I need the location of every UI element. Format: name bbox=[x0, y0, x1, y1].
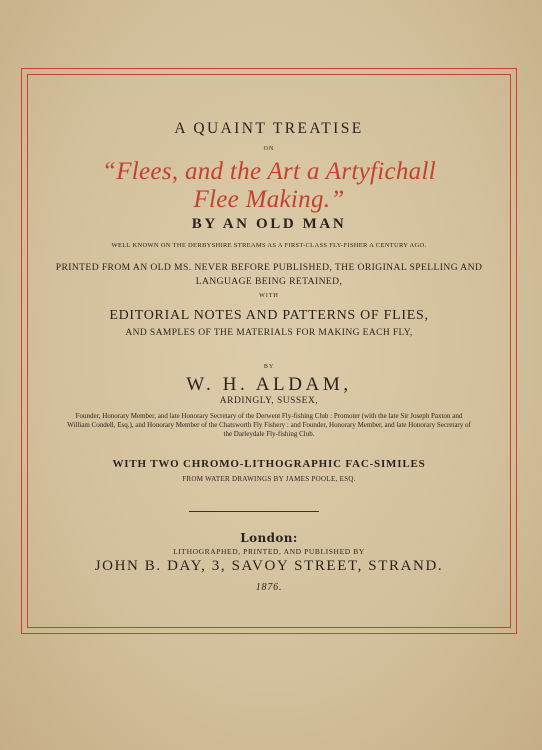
main-title-line-2: Flee Making.” bbox=[193, 186, 345, 213]
title-page-content bbox=[27, 74, 511, 628]
with-label: WITH bbox=[259, 293, 279, 299]
samples-note: AND SAMPLES OF THE MATERIALS FOR MAKING EACH FLY, bbox=[125, 328, 413, 338]
known-note: WELL KNOWN ON THE DERBYSHIRE STREAMS AS A FIRST-CLASS FLY-FISHER A CENTURY AGO. bbox=[111, 242, 427, 249]
author-location: ARDINGLY, SUSSEX, bbox=[219, 396, 319, 406]
publication-year: 1876. bbox=[255, 582, 283, 593]
by-label: BY bbox=[263, 364, 275, 370]
imprint-statement: LITHOGRAPHED, PRINTED, AND PUBLISHED BY bbox=[173, 547, 365, 556]
water-drawings-note: FROM WATER DRAWINGS BY JAMES POOLE, ESQ. bbox=[182, 475, 356, 483]
editorial-notes: EDITORIAL NOTES AND PATTERNS OF FLIES, bbox=[109, 308, 429, 323]
treatise-heading: A QUAINT TREATISE bbox=[174, 120, 364, 137]
on-label: ON bbox=[263, 146, 275, 152]
imprint-city: London: bbox=[240, 531, 298, 545]
author-description: BY AN OLD MAN bbox=[191, 216, 347, 232]
main-title-line-1: “Flees, and the Art a Artyfichall bbox=[102, 158, 436, 185]
publisher-address: JOHN B. DAY, 3, SAVOY STREET, STRAND. bbox=[94, 558, 444, 574]
author-name: W. H. ALDAM, bbox=[186, 374, 352, 395]
divider-rule bbox=[189, 511, 319, 512]
printed-note: PRINTED FROM AN OLD MS. NEVER BEFORE PUBLISHED, THE ORIGINAL SPELLING AND LANGUAGE BEING RETAINED, bbox=[55, 262, 483, 287]
chromo-note: WITH TWO CHROMO-LITHOGRAPHIC FAC-SIMILES bbox=[112, 458, 426, 470]
author-credentials: Founder, Honorary Member, and late Honorary Secretary of the Derwent Fly-fishing Club : Promoter (with the late Sir Joseph Paxton and William Condell, Esq.), and Honorary Member of the Chatsworth Fly Fishery : and Founder, Honorary Member, and late Honorary Secretary of the Darleydale Fly-fishing Club. bbox=[67, 412, 471, 438]
